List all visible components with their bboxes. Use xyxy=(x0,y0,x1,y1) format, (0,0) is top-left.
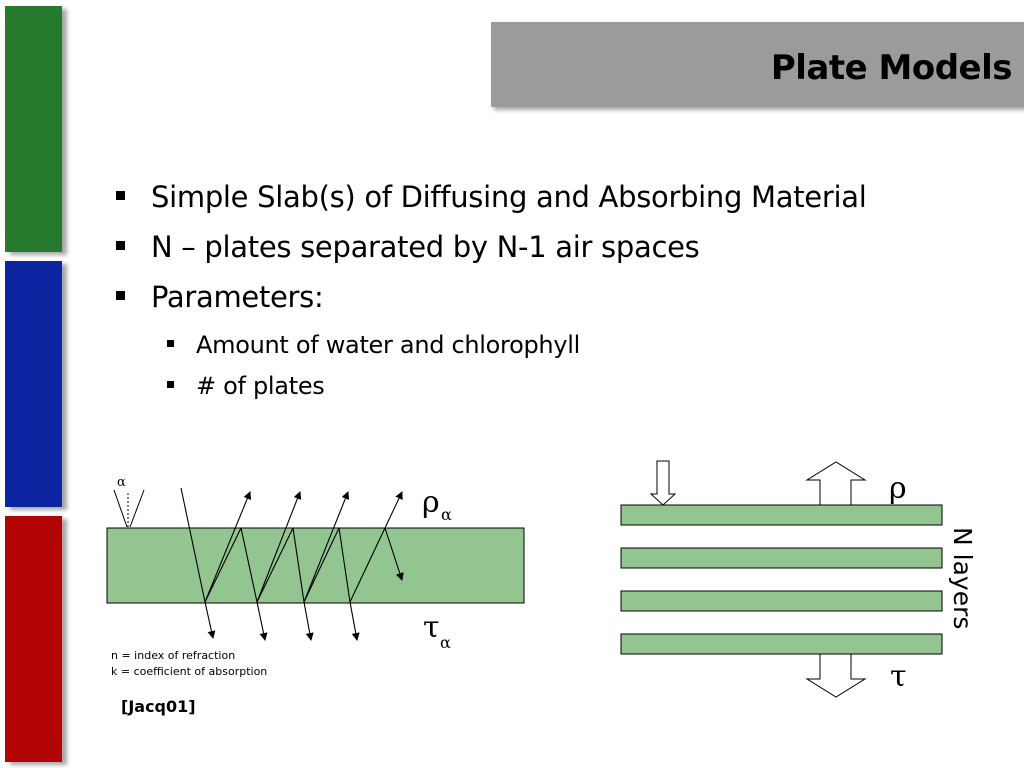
citation: [Jacq01] xyxy=(121,697,196,716)
incident-arrow-icon xyxy=(651,461,675,505)
layers-label: N layers xyxy=(948,527,977,630)
plate-layer xyxy=(621,548,942,568)
plates-diagram xyxy=(621,461,977,697)
transmitted-ray xyxy=(205,602,213,638)
reflectance-symbol: ρ xyxy=(422,485,440,520)
sub-bullet-text: # of plates xyxy=(196,372,325,400)
plates-transmittance-symbol: τ xyxy=(890,659,907,694)
sub-bullet-text: Amount of water and chlorophyll xyxy=(196,331,580,359)
slide-title: Plate Models xyxy=(770,48,1012,88)
angle-symbol: α xyxy=(117,475,126,490)
plate-layer xyxy=(621,634,942,654)
bullet-text: Simple Slab(s) of Diffusing and Absorbing Material xyxy=(151,180,867,214)
slab xyxy=(107,528,524,603)
note-absorption-coefficient: k = coefficient of absorption xyxy=(111,665,268,678)
reflectance-subscript: α xyxy=(441,505,452,524)
slab-diagram xyxy=(107,475,524,678)
transmittance-symbol: τ xyxy=(423,610,440,645)
plate-layer xyxy=(621,591,942,611)
angle-line-right xyxy=(130,490,144,527)
plates-reflectance-symbol: ρ xyxy=(889,471,907,506)
plate-layer xyxy=(621,505,942,525)
transmitted-arrow-icon xyxy=(807,654,865,697)
transmitted-ray xyxy=(257,602,265,640)
transmitted-ray xyxy=(304,602,311,640)
bullet-text: N – plates separated by N-1 air spaces xyxy=(151,230,700,264)
transmitted-ray xyxy=(350,602,357,640)
transmittance-subscript: α xyxy=(440,633,451,652)
note-refraction-index: n = index of refraction xyxy=(111,649,236,662)
reflected-arrow-icon xyxy=(807,462,865,505)
angle-line-left xyxy=(114,490,127,527)
bullet-text: Parameters: xyxy=(151,280,324,314)
